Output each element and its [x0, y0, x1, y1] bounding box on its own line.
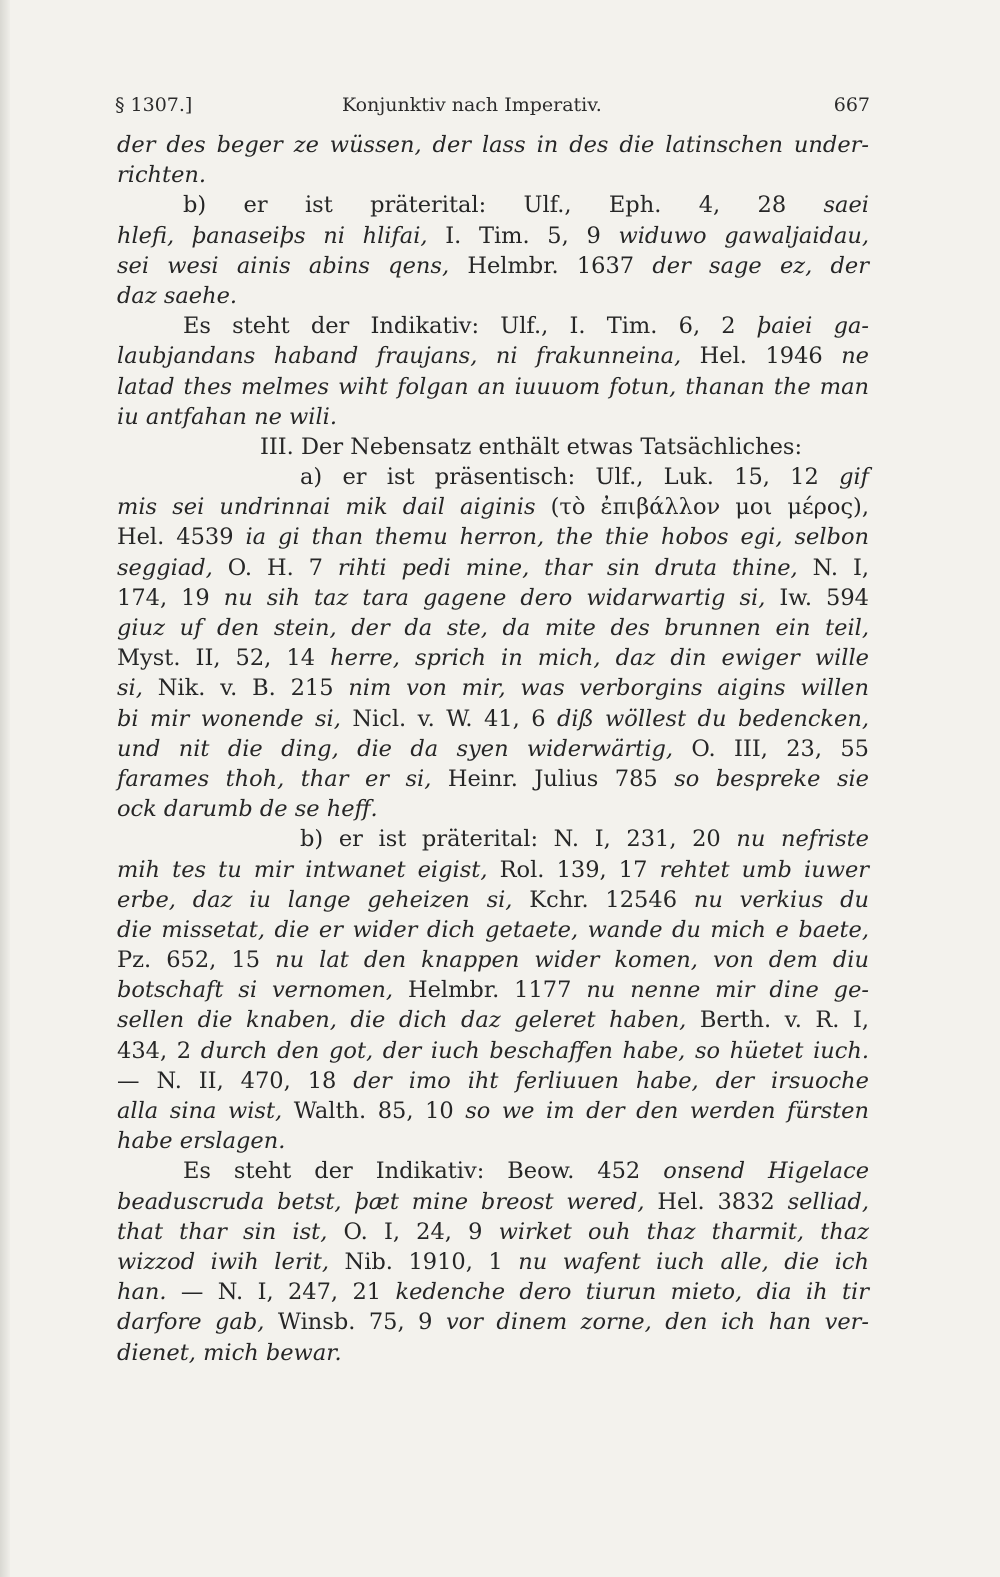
quoted-text: saei [823, 192, 869, 219]
quoted-text: rehtet umb iuwer [659, 856, 870, 883]
citation-text: a) er ist präsentisch: Ulf., Luk. 15, 12 [300, 464, 840, 491]
quoted-text: nu nenne mir dine ge- [586, 977, 869, 1004]
citation-text: — N. I, 247, 21 [166, 1279, 396, 1306]
quoted-text: diß wöllest du bedencken, [556, 705, 870, 732]
citation-text: — N. II, 470, 18 [117, 1067, 354, 1094]
text-line [117, 1036, 869, 1066]
citation-text: O. H. 7 [212, 554, 338, 581]
text-line [117, 673, 869, 703]
quoted-text: kedenche dero tiurun mieto, dia ih tir [395, 1279, 869, 1306]
quoted-text: der sage ez, der [652, 252, 869, 279]
text-line [117, 553, 869, 583]
text-line [117, 281, 869, 311]
text-line [117, 1066, 869, 1096]
text-line [117, 160, 869, 190]
quoted-text: der des beger ze wüssen, der lass in des die latinschen under- [117, 132, 869, 158]
citation-text: 174, 19 [117, 584, 224, 611]
quoted-text: vor dinem zorne, den ich han ver- [445, 1309, 869, 1336]
text-line [117, 341, 869, 371]
quoted-text: þaiei ga- [756, 313, 869, 340]
citation-text: N. I, [797, 554, 869, 581]
quoted-text: gif [839, 464, 869, 491]
quoted-text: widuwo gawaljaidau, [618, 222, 869, 249]
citation-text: Hel. 3832 [644, 1188, 788, 1215]
citation-text: Myst. II, 52, 14 [117, 645, 331, 672]
text-line [117, 1277, 869, 1307]
text-line [117, 221, 869, 251]
quoted-text: rihti pedi mine, thar sin druta thine, [337, 554, 798, 581]
text-line [117, 311, 869, 341]
citation-text: Helmbr. 1637 [449, 252, 653, 279]
text-line [117, 583, 869, 613]
text-line [117, 734, 869, 764]
citation-text: b) er ist präterital: Ulf., Eph. 4, 28 [183, 192, 824, 219]
text-line [117, 704, 869, 734]
quoted-text: richten. [117, 162, 207, 189]
quoted-text: sellen die knaben, die dich daz geleret haben, [117, 1007, 687, 1034]
page-spine-shadow [0, 0, 10, 1577]
quoted-text: ne [841, 343, 869, 370]
quoted-text: bi mir wonende si, [117, 705, 341, 732]
text-line [117, 1156, 869, 1186]
citation-text: Hel. 1946 [681, 343, 842, 370]
text-line [117, 975, 869, 1005]
quoted-text: botschaft si vernomen, [117, 977, 394, 1004]
quoted-text: seggiad, [117, 554, 213, 581]
quoted-text: nu sih taz tara gagene dero widarwartig si, [223, 584, 766, 611]
quoted-text: so we im der den werden fürsten [465, 1098, 869, 1124]
quoted-text: ia gi than themu herron, the thie hobos egi, selbon [245, 524, 869, 551]
citation-text: Pz. 652, 15 [117, 947, 276, 974]
quoted-text: und nit die ding, die da syen widerwärtig, [117, 735, 674, 762]
quoted-text: han. [117, 1279, 167, 1306]
citation-text: Walth. 85, 10 [282, 1098, 466, 1124]
section-number: § 1307.] [115, 94, 193, 116]
text-line [117, 1126, 869, 1156]
quoted-text: sei wesi ainis abins qens, [117, 252, 450, 279]
quoted-text: si, [117, 675, 143, 702]
citation-text: b) er ist präterital: N. I, 231, 20 [300, 826, 737, 853]
citation-text: Berth. v. R. I, [686, 1007, 870, 1034]
text-line [117, 1217, 869, 1247]
page-number: 667 [833, 94, 870, 116]
text-line [117, 824, 869, 854]
quoted-text: die missetat, die er wider dich getaete, wande du mich e baete, [117, 916, 869, 943]
quoted-text: dienet, mich bewar. [117, 1339, 342, 1366]
quoted-text: onsend Higelace [663, 1158, 870, 1185]
quoted-text: mih tes tu mir intwanet eigist, [117, 856, 488, 883]
text-line [117, 885, 869, 915]
text-line [117, 1307, 869, 1337]
quoted-text: wirket ouh thaz tharmit, thaz [498, 1218, 869, 1245]
quoted-text: that thar sin ist, [117, 1218, 328, 1245]
citation-text: O. III, 23, 55 [673, 735, 869, 762]
citation-text: Winsb. 75, 9 [264, 1309, 446, 1336]
quoted-text: nim von mir, was verborgins aigins willen [348, 675, 869, 702]
quoted-text: daz saehe. [117, 282, 238, 309]
quoted-text: durch den got, der iuch beschaffen habe, so hüetet iuch. [200, 1037, 870, 1064]
text-line [117, 1338, 869, 1368]
text-line [117, 945, 869, 975]
quoted-text: giuz uf den stein, der da ste, da mite des brunnen ein teil, [117, 615, 869, 641]
quoted-text: hlefi, þanaseiþs ni hlifai, [117, 222, 428, 249]
quoted-text: selliad, [787, 1188, 869, 1215]
text-line [117, 432, 869, 462]
text-line [117, 855, 869, 885]
citation-text: Heinr. Julius 785 [431, 765, 675, 792]
quoted-text: erbe, daz iu lange geheizen si, [117, 886, 513, 913]
citation-text: III. Der Nebensatz enthält etwas Tatsächliches: [260, 433, 803, 460]
text-line [117, 130, 869, 160]
citation-text: Es steht der Indikativ: Ulf., I. Tim. 6, 2 [183, 313, 757, 340]
quoted-text: nu verkius du [693, 886, 869, 913]
text-line [117, 643, 869, 673]
quoted-text: mis sei undrinnai mik dail aiginis [117, 494, 536, 521]
quoted-text: nu lat den knappen wider komen, von dem diu [275, 947, 869, 974]
text-line [117, 1247, 869, 1277]
running-title: Konjunktiv nach Imperativ. [342, 94, 602, 116]
text-line [117, 1096, 869, 1126]
quoted-text: habe erslagen. [117, 1128, 286, 1155]
citation-text: Nik. v. B. 215 [142, 675, 349, 702]
quoted-text: so bespreke sie [674, 765, 869, 792]
text-line [117, 794, 869, 824]
quoted-text: laubjandans haband fraujans, ni frakunneina, [117, 343, 682, 370]
quoted-text: farames thoh, thar er si, [117, 765, 432, 792]
quoted-text: darfore gab, [117, 1309, 265, 1336]
citation-text: Hel. 4539 [117, 524, 246, 551]
text-line [117, 402, 869, 432]
citation-text: Es steht der Indikativ: Beow. 452 [183, 1158, 664, 1185]
quoted-text: ock darumb de se heff. [117, 796, 378, 823]
text-line [117, 372, 869, 402]
quoted-text: wizzod iwih lerit, [117, 1248, 329, 1275]
citation-text: (τὸ ἐπιβάλλον μοι μέρος), [535, 494, 869, 521]
citation-text: Helmbr. 1177 [393, 977, 587, 1004]
text-line [117, 492, 869, 522]
quoted-text: nu nefriste [736, 826, 869, 853]
citation-text: I. Tim. 5, 9 [427, 222, 619, 249]
text-line [117, 613, 869, 643]
text-line [117, 522, 869, 552]
text-line [117, 764, 869, 794]
quoted-text: herre, sprich in mich, daz din ewiger wille [330, 645, 869, 672]
quoted-text: latad thes melmes wiht folgan an iuuuom fotun, thanan the man [117, 373, 869, 400]
running-header [115, 90, 870, 122]
text-line [117, 1005, 869, 1035]
citation-text: 434, 2 [117, 1037, 201, 1064]
quoted-text: iu antfahan ne wili. [117, 403, 338, 430]
citation-text: Iw. 594 [765, 584, 869, 611]
quoted-text: nu wafent iuch alle, die ich [518, 1248, 869, 1275]
citation-text: Nicl. v. W. 41, 6 [340, 705, 557, 732]
text-line [117, 915, 869, 945]
body-text [117, 130, 869, 1368]
citation-text: Nib. 1910, 1 [328, 1248, 519, 1275]
quoted-text: beaduscruda betst, þæt mine breost wered, [117, 1188, 645, 1215]
quoted-text: alla sina wist, [117, 1098, 283, 1124]
text-line [117, 462, 869, 492]
text-line [117, 251, 869, 281]
text-line [117, 1187, 869, 1217]
citation-text: Rol. 139, 17 [487, 856, 660, 883]
text-line [117, 190, 869, 220]
quoted-text: der imo iht ferliuuen habe, der irsuoche [353, 1067, 869, 1094]
citation-text: Kchr. 12546 [512, 886, 694, 913]
citation-text: O. I, 24, 9 [327, 1218, 499, 1245]
